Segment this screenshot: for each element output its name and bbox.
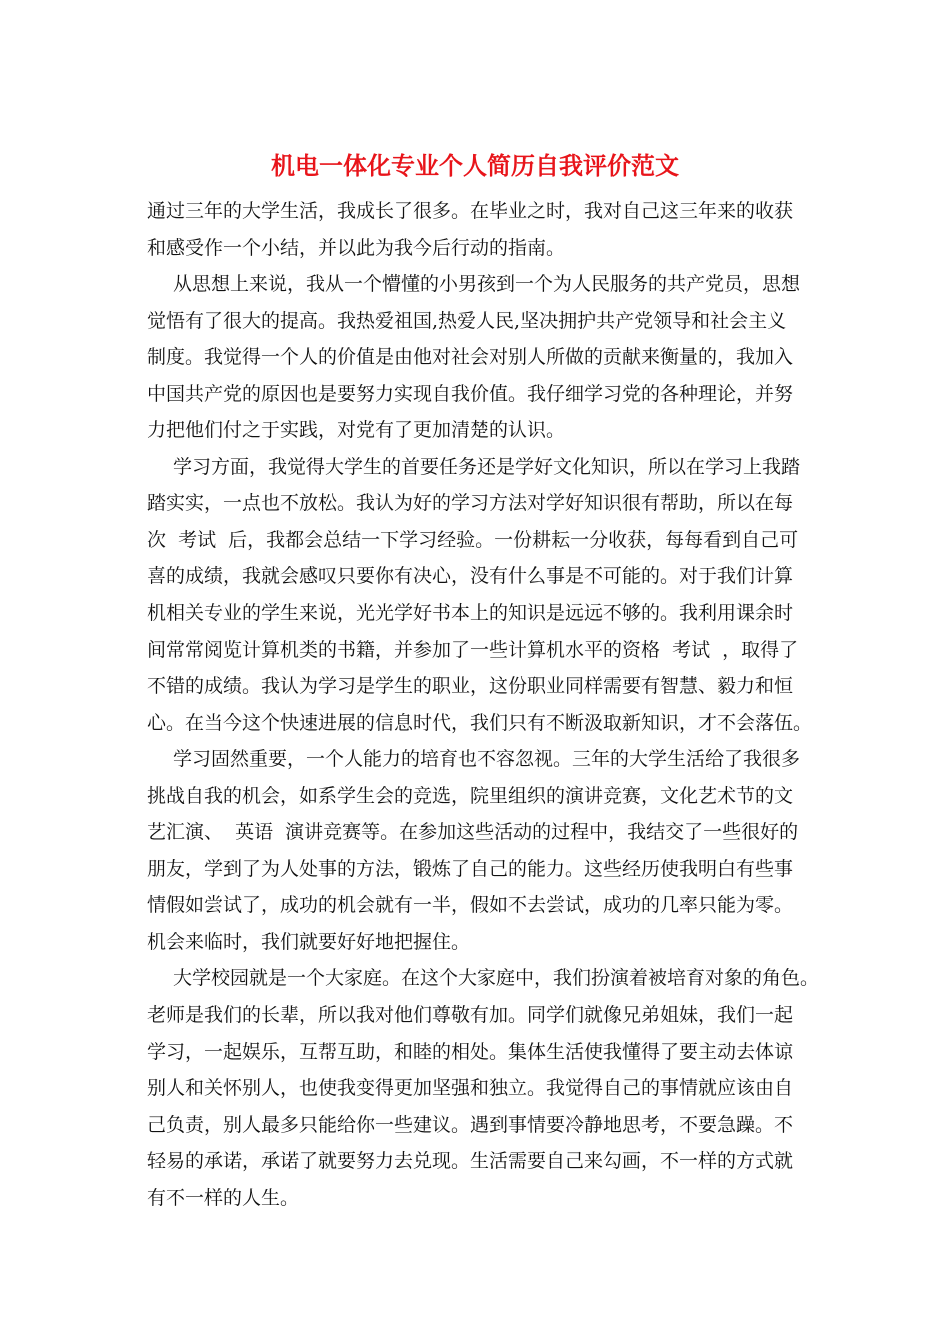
- body-line: 机相关专业的学生来说，光光学好书本上的知识是远远不够的。我利用课余时: [147, 602, 794, 625]
- body-line: 制度。我觉得一个人的价值是由他对社会对别人所做的贡献来衡量的，我加入: [147, 346, 794, 369]
- body-line: 艺汇演、 英语 演讲竞赛等。在参加这些活动的过程中，我结交了一些很好的: [147, 821, 799, 844]
- body-line: 机会来临时，我们就要好好地把握住。: [147, 930, 471, 953]
- body-line: 次 考试 后，我都会总结一下学习经验。一份耕耘一分收获，每每看到自己可: [147, 528, 799, 551]
- body-line: 踏实实，一点也不放松。我认为好的学习方法对学好知识很有帮助，所以在每: [147, 492, 794, 515]
- body-line: 通过三年的大学生活，我成长了很多。在毕业之时，我对自己这三年来的收获: [147, 200, 794, 222]
- body-line: 己负责，别人最多只能给你一些建议。遇到事情要冷静地思考，不要急躁。不: [147, 1113, 794, 1136]
- body-line: 学习，一起娱乐，互帮互助，和睦的相处。集体生活使我懂得了要主动去体谅: [147, 1040, 794, 1063]
- body-line: 觉悟有了很大的提高。我热爱祖国,热爱人民,坚决拥护共产党领导和社会主义: [147, 309, 787, 332]
- body-line: 情假如尝试了，成功的机会就有一半，假如不去尝试，成功的几率只能为零。: [147, 894, 794, 917]
- body-line: 不错的成绩。我认为学习是学生的职业，这份职业同样需要有智慧、毅力和恒: [147, 675, 794, 698]
- body-line: 中国共产党的原因也是要努力实现自我价值。我仔细学习党的各种理论，并努: [147, 382, 794, 405]
- body-line: 和感受作一个小结，并以此为我今后行动的指南。: [147, 236, 566, 259]
- body-line: 大学校园就是一个大家庭。在这个大家庭中，我们扮演着被培育对象的角色。: [173, 967, 820, 990]
- body-line: 间常常阅览计算机类的书籍，并参加了一些计算机水平的资格 考试 ，取得了: [147, 638, 799, 661]
- body-line: 学习方面，我觉得大学生的首要任务还是学好文化知识，所以在学习上我踏: [173, 455, 801, 478]
- body-line: 老师是我们的长辈，所以我对他们尊敬有加。同学们就像兄弟姐妹，我们一起: [147, 1004, 794, 1027]
- document-body: [147, 193, 837, 1216]
- body-line: 力把他们付之于实践，对党有了更加清楚的认识。: [147, 419, 566, 442]
- body-line: 学习固然重要，一个人能力的培育也不容忽视。三年的大学生活给了我很多: [173, 748, 801, 771]
- body-line: 别人和关怀别人，也使我变得更加坚强和独立。我觉得自己的事情就应该由自: [147, 1077, 794, 1100]
- body-line: 喜的成绩，我就会感叹只要你有决心，没有什么事是不可能的。对于我们计算: [147, 565, 794, 588]
- body-line: 有不一样的人生。: [147, 1186, 300, 1209]
- body-line: 心。在当今这个快速进展的信息时代，我们只有不断汲取新知识，才不会落伍。: [147, 711, 813, 734]
- body-line: 从思想上来说，我从一个懵懂的小男孩到一个为人民服务的共产党员，思想: [173, 273, 801, 296]
- body-line: 挑战自我的机会，如系学生会的竞选，院里组织的演讲竞赛，文化艺术节的文: [147, 784, 794, 807]
- body-line: 轻易的承诺，承诺了就要努力去兑现。生活需要自己来勾画，不一样的方式就: [147, 1150, 794, 1173]
- body-line: 朋友，学到了为人处事的方法，锻炼了自己的能力。这些经历使我明白有些事: [147, 857, 794, 880]
- document-title: 机电一体化专业个人简历自我评价范文: [271, 151, 679, 180]
